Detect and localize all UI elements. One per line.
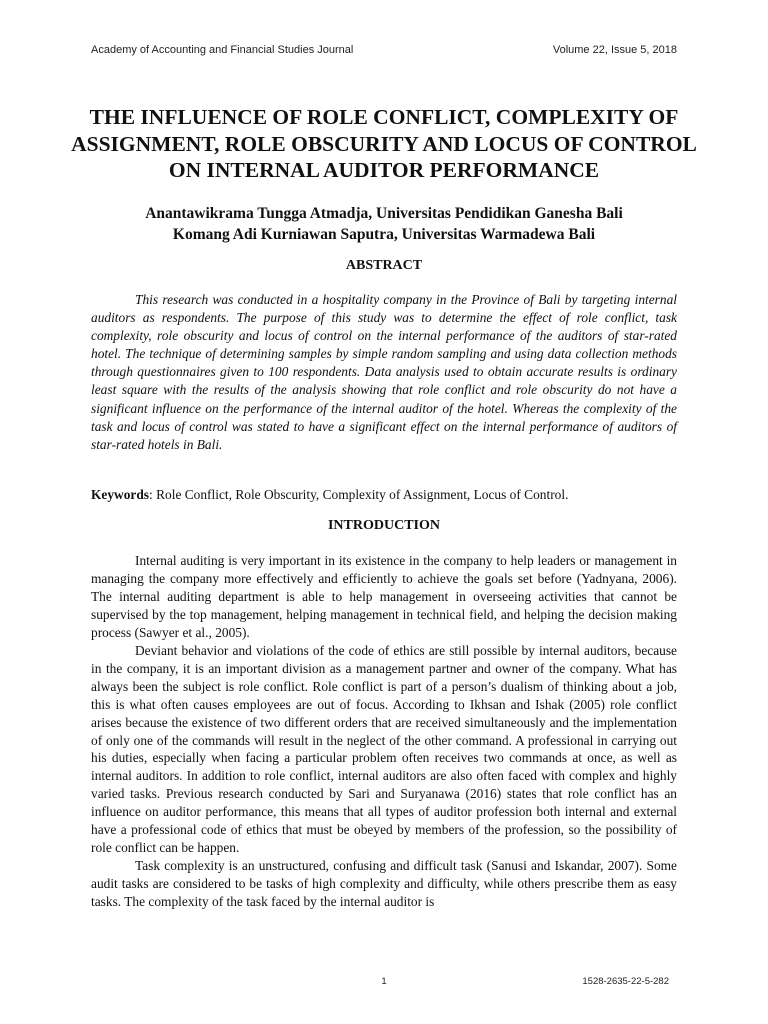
running-header [91,44,677,56]
journal-name: Academy of Accounting and Financial Studies Journal [91,44,354,56]
author-line-2: Komang Adi Kurniawan Saputra, Universitas Warmadewa Bali [172,226,596,243]
abstract-heading: ABSTRACT [345,258,423,273]
keywords-text: : Role Conflict, Role Obscurity, Complexity of Assignment, Locus of Control. [149,487,569,502]
keywords-line [91,486,677,504]
body-paragraph: Internal auditing is very important in its existence in the company to help leaders or management in managing the company more effectively and efficiently to achieve the goals set before (Yadnyana, 2006). The internal auditing department is able to help management in overseeing activities that cannot be supervised by the top management, helping management in technical field, and helping the decision making process (Sawyer et al., 2005). [91,553,677,640]
page-number: 1 [381,976,387,987]
body-paragraph: Task complexity is an unstructured, confusing and difficult task (Sanusi and Iskandar, 2007). Some audit tasks are considered to be tasks of high complexity and difficulty, while others prescribe them as easy tasks. The complexity of the task faced by the internal auditor is [91,858,677,910]
introduction-body [91,552,677,911]
body-paragraph: Deviant behavior and violations of the code of ethics are still possible by internal auditors, because in the company, it is an important division as a management partner and owner of the company. What has always been the subject is role conflict. Role conflict is part of a person’s dualism of thinking about a job, this is what often causes employees are out of focus. According to Ikhsan and Ishak (2005) role conflict arises because the existence of two different orders that are received simultaneously and the implementation of only one of the commands will result in the neglect of the other command. A professional in carrying out his duties, especially when facing a particular problem often receives two commands at once, as well as internal auditors. In addition to role conflict, internal auditors are also often faced with complex and highly varied tasks. Previous research conducted by Sari and Suryanawa (2016) states that role conflict has an influence on auditor performance, this means that all types of auditor profession both internal and external have a professional code of ethics that must be obeyed by members of the profession, so the possibility of role conflict can be happen. [91,642,677,856]
author-line-1: Anantawikrama Tungga Atmadja, Universitas Pendidikan Ganesha Bali [145,205,623,222]
paper-title: THE INFLUENCE OF ROLE CONFLICT, COMPLEXITY OF ASSIGNMENT, ROLE OBSCURITY AND LOCUS OF CONTROL ON INTERNAL AUDITOR PERFORMANCE [71,105,697,182]
keywords-label: Keywords [91,487,150,502]
article-id: 1528-2635-22-5-282 [582,976,669,987]
author-block [60,203,708,245]
introduction-heading: INTRODUCTION [327,518,440,533]
volume-issue: Volume 22, Issue 5, 2018 [552,44,677,56]
abstract-text: This research was conducted in a hospitality company in the Province of Bali by targeting internal auditors as respondents. The purpose of this study was to determine the effect of role conflict, task complexity, role obscurity and locus of control on the internal performance of the auditors of star-rated hotel. The technique of determining samples by simple random sampling and using data collection methods through questionnaires given to 100 respondents. Data analysis used to obtain accurate results is ordinary least square with the results of the analysis showing that role conflict and role obscurity do not have a significant influence on the performance of the internal auditor of the hotel. Whereas the complexity of the task and locus of control was stated to have a significant effect on the internal performance of auditors of star-rated hotels in Bali. [91,292,677,452]
